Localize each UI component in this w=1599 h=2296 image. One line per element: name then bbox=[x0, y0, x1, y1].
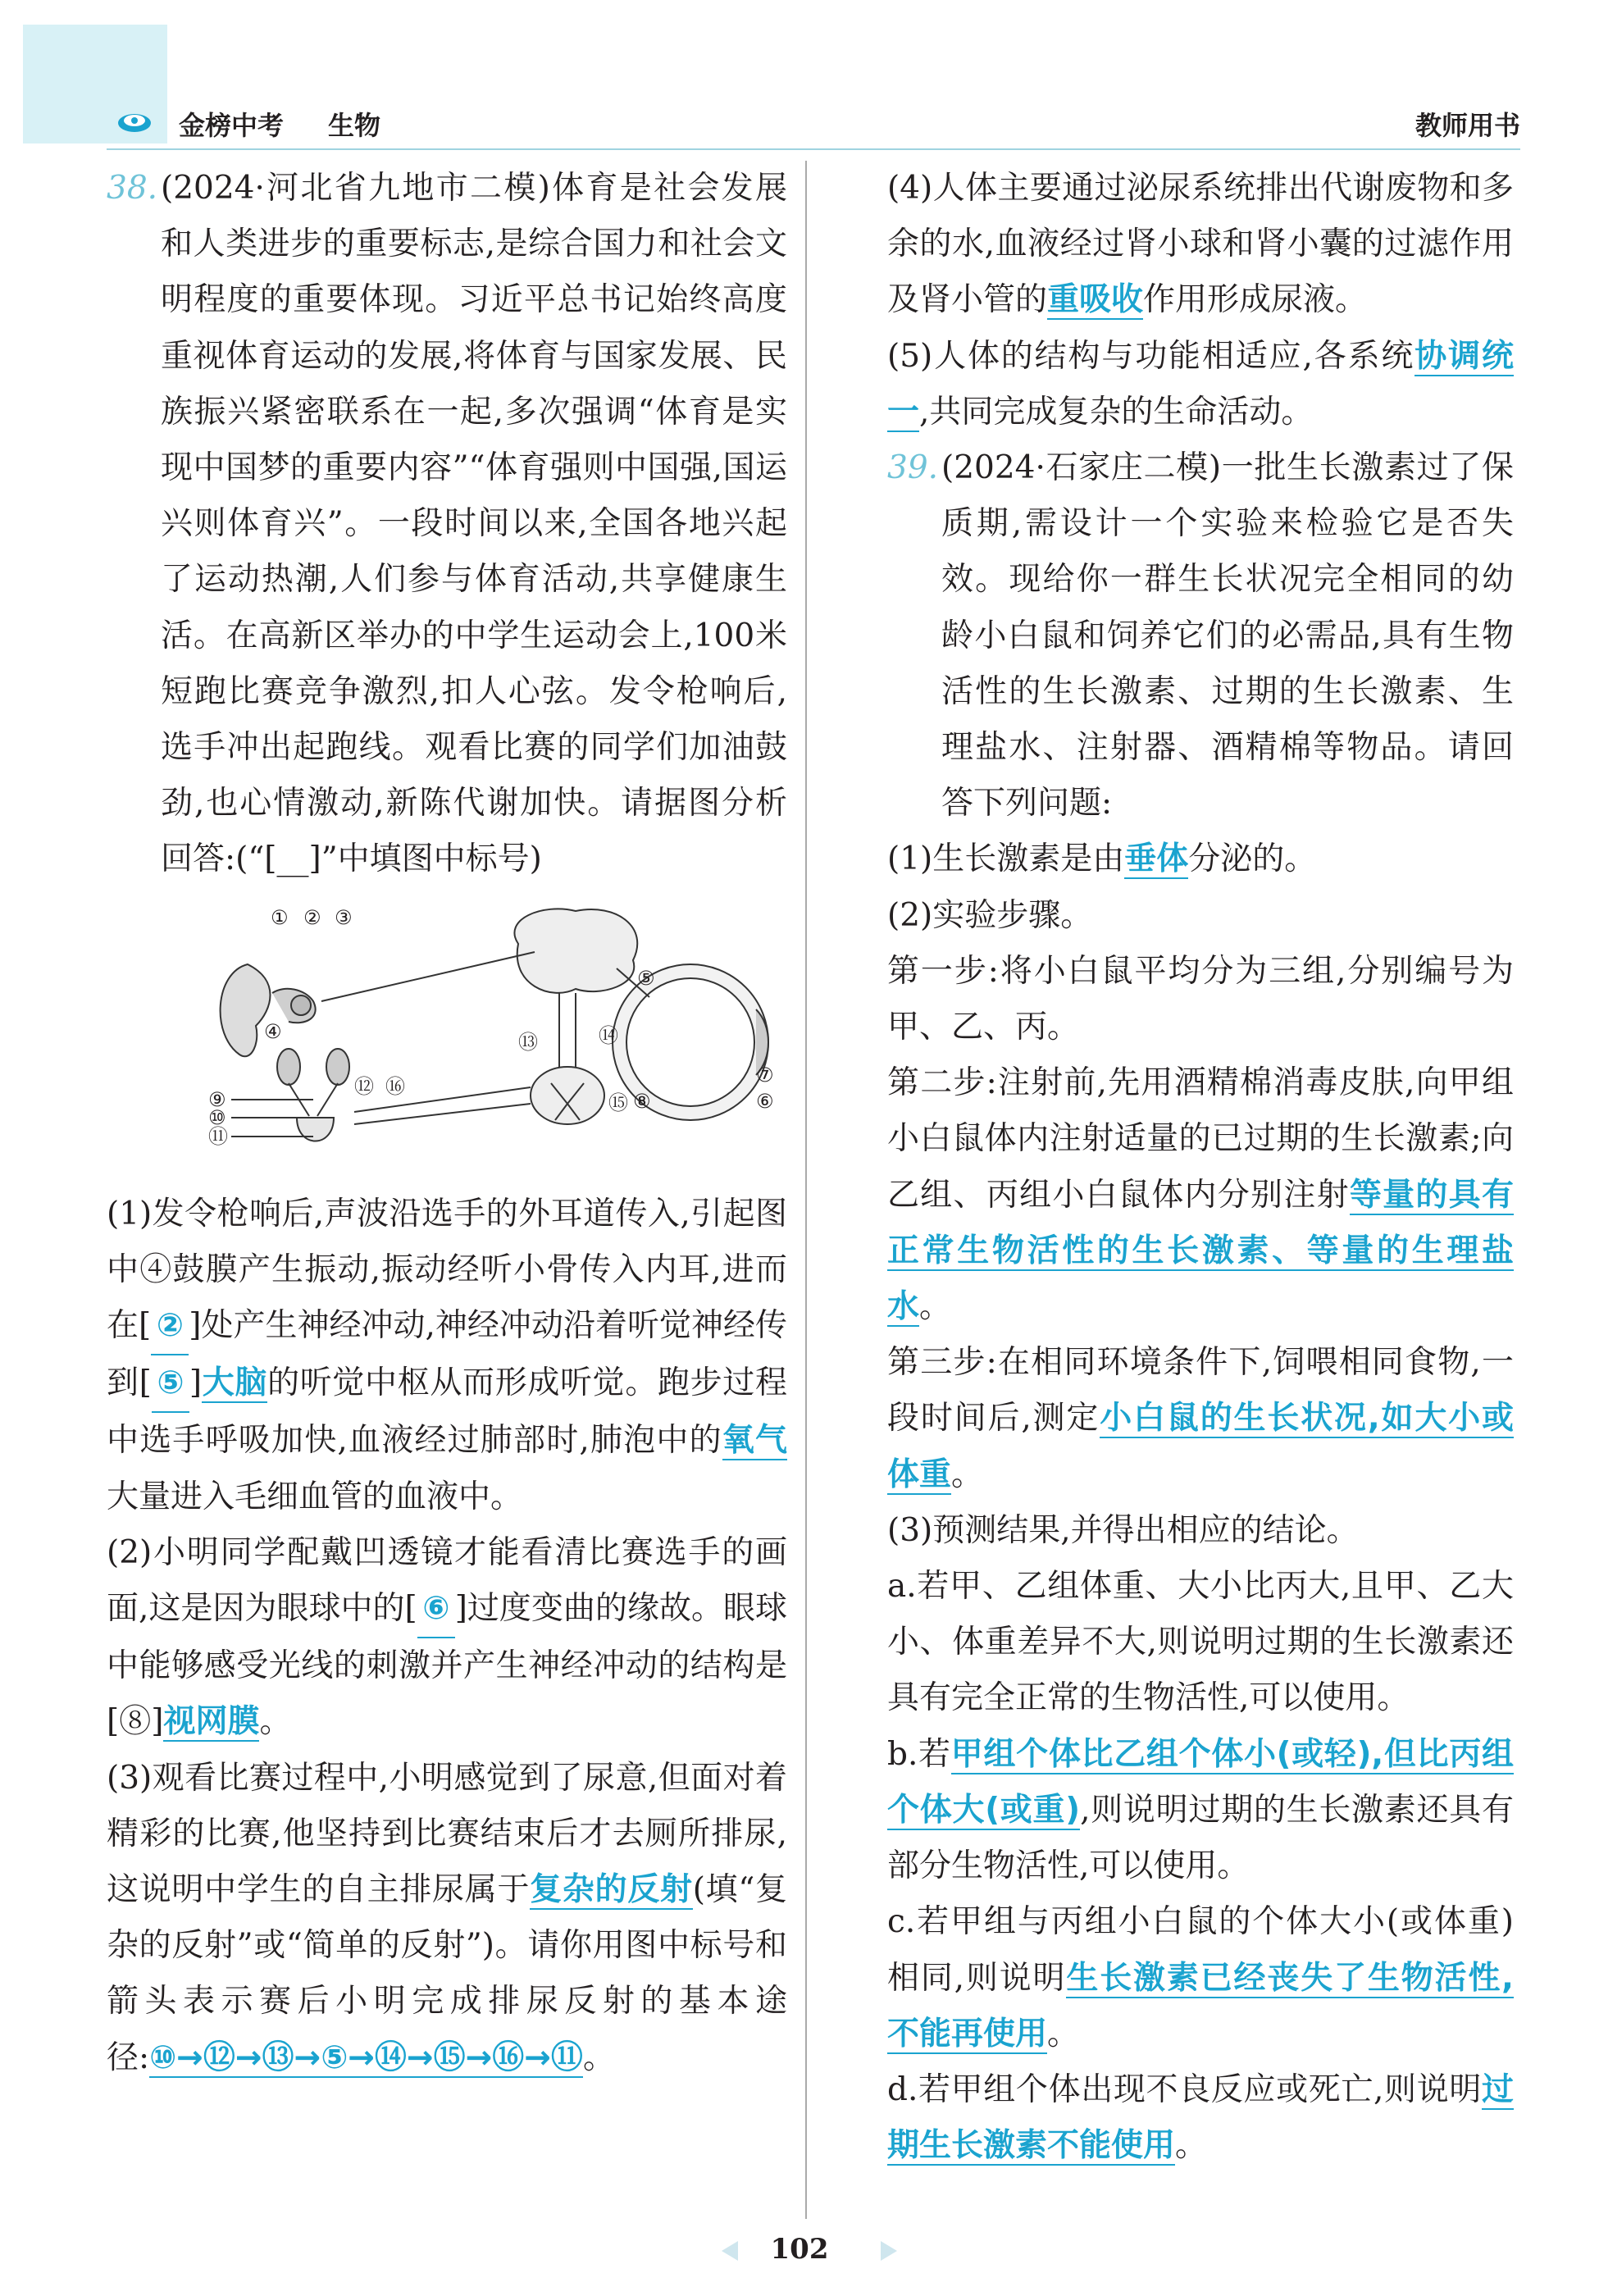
answer-blank: ② bbox=[151, 1298, 189, 1355]
ear-brain-eye-kidney-diagram bbox=[190, 903, 781, 1182]
figure-label-14: ⑭ bbox=[599, 1023, 618, 1047]
answer-blank: 协调统一 bbox=[887, 337, 1514, 430]
page-number: 102 bbox=[770, 2233, 829, 2266]
q39-outcome-c: c.若甲组与丙组小白鼠的个体大小(或体重)相同,则说明生长激素已经丧失了生物活性,不能再使用。 bbox=[887, 1903, 1514, 2052]
subject-title: 生物 bbox=[328, 110, 381, 141]
question-39-stem: 39. (2024·石家庄二模)一批生长激素过了保质期,需设计一个实验来检验它是否失效。现给你一群生长状况完全相同的幼龄小白鼠和饲养它们的必需品,具有生物活性的生长激素、过期的生长激素、生理盐水、注射器、酒精棉等物品。请回答下列问题: bbox=[887, 440, 1514, 831]
right-column bbox=[887, 161, 1514, 2174]
q38-part-1: (1)发令枪响后,声波沿选手的外耳道传入,引起图中④鼓膜产生振动,振动经听小骨传入内耳,进而在[ ② ]处产生神经冲动,神经冲动沿着听觉神经传到[ ⑤ ]大脑的听觉中枢从而形成听觉。跑步过程中选手呼吸加快,血液经过肺部时,肺泡中的氧气大量进入毛细血管的血液中。 bbox=[107, 1195, 787, 1515]
answer-blank: 过期生长激素不能使用 bbox=[887, 2070, 1514, 2165]
answer-blank: 氧气 bbox=[722, 1422, 787, 1460]
figure-label-6: ⑥ bbox=[756, 1089, 774, 1113]
answer-blank: 垂体 bbox=[1124, 840, 1189, 878]
figure-label-16: ⑯ bbox=[385, 1074, 405, 1098]
figure-label-13: ⑬ bbox=[518, 1030, 538, 1054]
figure-label-4: ④ bbox=[264, 1019, 282, 1043]
header-divider bbox=[107, 148, 1520, 150]
q39-step-3: 第三步:在相同环境条件下,饲喂相同食物,一段时间后,测定小白鼠的生长状况,如大小或体重。 bbox=[887, 1344, 1514, 1493]
q39-part-3: (3)预测结果,并得出相应的结论。 bbox=[887, 1511, 1359, 1549]
figure-label-9: ⑨ bbox=[208, 1087, 226, 1111]
q38-part-5: (5)人体的结构与功能相适应,各系统协调统一,共同完成复杂的生命活动。 bbox=[887, 337, 1514, 430]
figure-label-15: ⑮ bbox=[608, 1091, 628, 1114]
figure-label-11: ⑪ bbox=[208, 1124, 228, 1148]
next-page-arrow-icon bbox=[881, 2241, 897, 2261]
edition-label: 教师用书 bbox=[1414, 110, 1520, 141]
column-divider bbox=[805, 161, 807, 2219]
figure-label-12: ⑫ bbox=[354, 1074, 374, 1098]
q38-part-2: (2)小明同学配戴凹透镜才能看清比赛选手的画面,这是因为眼球中的[ ⑥ ]过度变曲的缘故。眼球中能够感受光线的刺激并产生神经冲动的结构是[⑧]视网膜。 bbox=[107, 1533, 787, 1741]
answer-blank: 复杂的反射 bbox=[530, 1871, 693, 1909]
figure-label-2: ② bbox=[303, 905, 321, 929]
q39-step-2: 第二步:注射前,先用酒精棉消毒皮肤,向甲组小白鼠体内注射适量的已过期的生长激素;向乙组、丙组小白鼠体内分别注射等量的具有正常生物活性的生长激素、等量的生理盐水。 bbox=[887, 1064, 1514, 1326]
question-38-stem bbox=[107, 161, 787, 888]
answer-blank: 大脑 bbox=[202, 1364, 268, 1402]
answer-blank: ⑤ bbox=[152, 1355, 189, 1413]
answer-blank: 重吸收 bbox=[1047, 281, 1144, 319]
q38-part-4: (4)人体主要通过泌尿系统排出代谢废物和多余的水,血液经过肾小球和肾小囊的过滤作用及肾小管的重吸收作用形成尿液。 bbox=[887, 170, 1514, 319]
q39-part-1: (1)生长激素是由垂体分泌的。 bbox=[887, 840, 1317, 878]
answer-blank: ⑥ bbox=[417, 1581, 455, 1638]
q39-outcome-d: d.若甲组个体出现不良反应或死亡,则说明过期生长激素不能使用。 bbox=[887, 2070, 1514, 2165]
answer-blank: ⑩→⑫→⑬→⑤→⑭→⑮→⑯→⑪ bbox=[149, 2039, 583, 2076]
q39-outcome-a: a.若甲、乙组体重、大小比丙大,且甲、乙大小、体重差异不大,则说明过期的生长激素还具有完全正常的生物活性,可以使用。 bbox=[887, 1568, 1514, 1717]
answer-blank: 视网膜 bbox=[163, 1703, 260, 1741]
figure-label-7: ⑦ bbox=[756, 1063, 774, 1086]
left-column bbox=[107, 161, 787, 2086]
q39-step-1: 第一步:将小白鼠平均分为三组,分别编号为甲、乙、丙。 bbox=[887, 952, 1514, 1046]
answer-blank: 生长激素已经丧失了生物活性,不能再使用 bbox=[887, 1959, 1514, 2052]
q38-stem-text: (2024·河北省九地市二模)体育是社会发展和人类进步的重要标志,是综合国力和社会文明程度的重要体现。习近平总书记始终高度重视体育运动的发展,将体育与国家发展、民族振兴紧密联系在一起,多次强调“体育是实现中国梦的重要内容”“体育强则中国强,国运兴则体育兴”。一段时间以来,全国各地兴起了运动热潮,人们参与体育活动,共享健康生活。在高新区举办的中学生运动会上,100米短跑比赛竞争激烈,扣人心弦。发令枪响后,选手冲出起跑线。观看比赛的同学们加油鼓劲,也心情激动,新陈代谢加快。请据图分析回答:(“[__]”中填图中标号) bbox=[161, 170, 787, 878]
book-title: 金榜中考 bbox=[179, 110, 285, 141]
figure-label-3: ③ bbox=[335, 905, 353, 929]
answer-blank: 等量的具有正常生物活性的生长激素、等量的生理盐水 bbox=[887, 1176, 1514, 1326]
q39-outcome-b: b.若甲组个体比乙组个体小(或轻),但比丙组个体大(或重),则说明过期的生长激素还具有部分生物活性,可以使用。 bbox=[887, 1735, 1514, 1885]
figure-label-1: ① bbox=[271, 905, 289, 929]
answer-blank: 小白鼠的生长状况,如大小或体重 bbox=[887, 1400, 1514, 1493]
q38-part-3: (3)观看比赛过程中,小明感觉到了尿意,但面对着精彩的比赛,他坚持到比赛结束后才去厕所排尿,这说明中学生的自主排尿属于复杂的反射(填“复杂的反射”或“简单的反射”)。请你用图中标号和箭头表示赛后小明完成排尿反射的基本途径:⑩→⑫→⑬→⑤→⑭→⑮→⑯→⑪。 bbox=[107, 1759, 787, 2076]
figure-label-5: ⑤ bbox=[637, 966, 655, 990]
question-39-number: 39. bbox=[887, 449, 939, 487]
figure-label-8: ⑧ bbox=[633, 1089, 651, 1113]
figure-label-10: ⑩ bbox=[208, 1105, 226, 1129]
physiology-figure bbox=[107, 903, 787, 1182]
answer-blank: 甲组个体比乙组个体小(或轻),但比丙组个体大(或重) bbox=[887, 1735, 1514, 1829]
q39-part-2: (2)实验步骤。 bbox=[887, 896, 1093, 934]
question-38-number: 38. bbox=[107, 170, 158, 207]
book-logo-icon bbox=[115, 107, 154, 134]
